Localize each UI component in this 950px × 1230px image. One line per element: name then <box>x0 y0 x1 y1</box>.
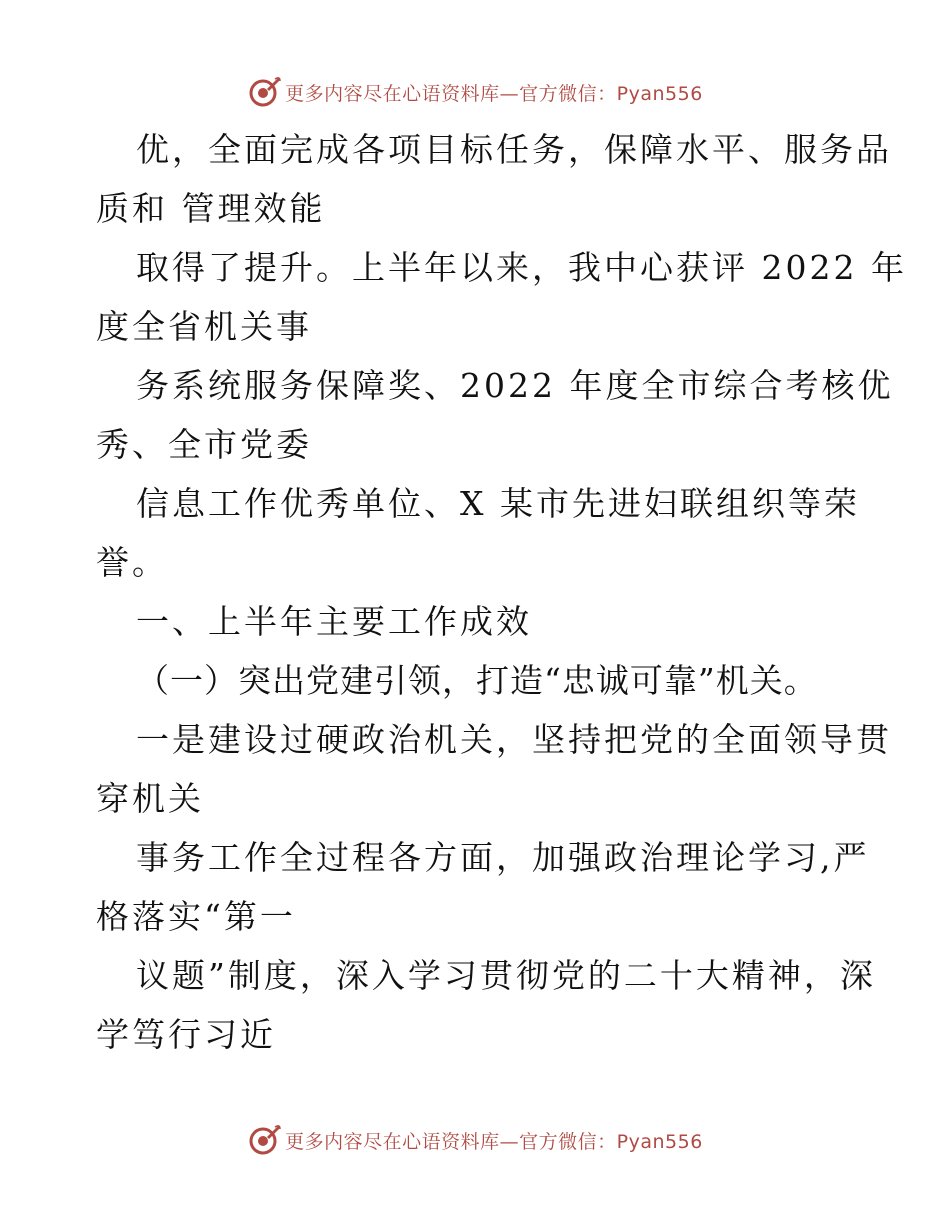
quill-pen-seal-icon <box>247 75 281 109</box>
text-line: 一是建设过硬政治机关，坚持把党的全面领导贯 <box>136 720 892 759</box>
wechat-id: Pyan556 <box>616 1130 703 1153</box>
section-heading: 一、上半年主要工作成效 <box>136 602 532 641</box>
footer-banner-text: 更多内容尽在心语资料库—官方微信：Pyan556 <box>285 1130 703 1153</box>
header-banner <box>0 72 950 112</box>
text-line: 信息工作优秀单位、X 某市先进妇联组织等荣 <box>136 484 860 523</box>
wechat-id: Pyan556 <box>616 82 703 105</box>
text-line: 务系统服务保障奖、2022 年度全市综合考核优 <box>136 366 894 405</box>
text-line: 度全省机关事 <box>96 307 312 346</box>
footer-banner <box>0 1120 950 1160</box>
subsection-heading: （一）突出党建引领，打造“忠诚可靠”机关。 <box>136 661 818 700</box>
text-line: 穿机关 <box>96 779 204 818</box>
text-line: 事务工作全过程各方面，加强政治理论学习,严 <box>136 838 870 877</box>
text-line: 议题”制度，深入学习贯彻党的二十大精神，深 <box>136 956 876 995</box>
text-line: 格落实“第一 <box>96 897 296 936</box>
text-line: 秀、全市党委 <box>96 425 312 464</box>
document-body <box>96 120 907 1064</box>
text-line: 质和 管理效能 <box>96 189 326 228</box>
text-line: 取得了提升。上半年以来，我中心获评 2022 年 <box>136 248 907 287</box>
header-banner-text: 更多内容尽在心语资料库—官方微信：Pyan556 <box>285 82 703 105</box>
text-line: 优，全面完成各项目标任务，保障水平、服务品 <box>136 130 892 169</box>
text-line: 誉。 <box>96 543 168 582</box>
text-line: 学笃行习近 <box>96 1015 276 1054</box>
quill-pen-seal-icon <box>247 1123 281 1157</box>
